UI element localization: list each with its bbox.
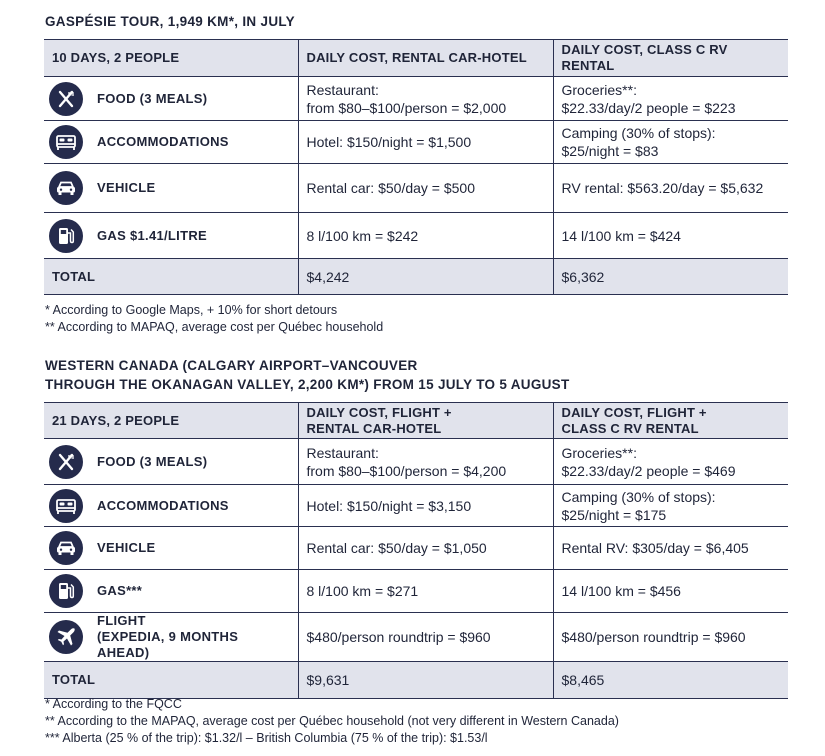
gaspesie-cost-table xyxy=(44,39,788,295)
bed-icon xyxy=(49,125,83,159)
header-line: DAILY COST, FLIGHT + xyxy=(306,404,452,420)
title-line: THROUGH THE OKANAGAN VALLEY, 2,200 KM*) FROM 15 JULY TO 5 AUGUST xyxy=(45,377,570,392)
row-label: GAS $1.41/LITRE xyxy=(97,227,207,243)
row-label: VEHICLE xyxy=(97,180,156,195)
table-row-vehicle xyxy=(44,527,788,570)
table-header-row xyxy=(44,40,788,77)
row-label: ACCOMMODATIONS xyxy=(97,134,229,149)
header-trip: 21 DAYS, 2 PEOPLE xyxy=(44,403,298,439)
car-icon xyxy=(49,531,83,565)
header-car-hotel xyxy=(298,403,553,439)
total-car-hotel: $4,242 xyxy=(298,259,553,295)
cell-line: Rental car: $50/day = $500 xyxy=(306,180,476,196)
cell-line: $480/person roundtrip = $960 xyxy=(561,629,746,645)
cell-line: Camping (30% of stops): xyxy=(561,488,716,505)
header-car-hotel: DAILY COST, RENTAL CAR-HOTEL xyxy=(298,40,553,77)
table-row-gas xyxy=(44,213,788,259)
cell-line: $22.33/day/2 people = $469 xyxy=(561,462,736,479)
gaspesie-footnotes xyxy=(45,302,383,336)
total-rv: $8,465 xyxy=(553,662,788,699)
cell-line: $25/night = $175 xyxy=(561,506,667,523)
cell-line: from $80–$100/person = $2,000 xyxy=(306,99,507,116)
bed-icon xyxy=(49,489,83,523)
header-trip: 10 DAYS, 2 PEOPLE xyxy=(44,40,298,77)
row-label: FOOD (3 MEALS) xyxy=(97,453,208,469)
cell-line: Camping (30% of stops): xyxy=(561,125,716,141)
gas-pump-icon xyxy=(49,574,83,608)
gas-pump-icon xyxy=(49,219,83,253)
row-label: GAS*** xyxy=(97,583,143,598)
fork-knife-icon xyxy=(49,445,83,479)
footnote: *** Alberta (25 % of the trip): $1.32/l – British Columbia (75 % of the trip): $1.53/l xyxy=(45,731,488,745)
footnote: * According to the FQCC xyxy=(45,697,182,711)
western-title xyxy=(45,356,570,394)
header-rv xyxy=(553,403,788,439)
cell-line: 14 l/100 km = $424 xyxy=(561,227,681,244)
cell-line: RV rental: $563.20/day = $5,632 xyxy=(561,180,764,196)
table-row-food xyxy=(44,439,788,485)
cell-line: Hotel: $150/night = $3,150 xyxy=(306,497,472,514)
total-car-hotel: $9,631 xyxy=(298,662,553,699)
cell-line: Restaurant: xyxy=(306,444,379,461)
cell-line: Groceries**: xyxy=(561,81,637,98)
header-line: CLASS C RV RENTAL xyxy=(561,420,699,436)
cell-line: Restaurant: xyxy=(306,81,379,98)
cell-line: $22.33/day/2 people = $223 xyxy=(561,99,736,116)
table-row-flight xyxy=(44,613,788,662)
header-line: RENTAL CAR-HOTEL xyxy=(306,420,442,436)
table-row-vehicle xyxy=(44,164,788,213)
cell-line: from $80–$100/person = $4,200 xyxy=(306,462,507,479)
gaspesie-title: GASPÉSIE TOUR, 1,949 KM*, IN JULY xyxy=(45,14,295,29)
row-label: FOOD (3 MEALS) xyxy=(97,90,208,106)
cell-line: Groceries**: xyxy=(561,444,637,461)
title-line: WESTERN CANADA (CALGARY AIRPORT–VANCOUVER xyxy=(45,358,418,373)
footnote: * According to Google Maps, + 10% for short detours xyxy=(45,303,338,317)
western-footnotes xyxy=(45,696,619,747)
row-label: ACCOMMODATIONS xyxy=(97,497,229,513)
footnote: ** According to the MAPAQ, average cost per Québec household (not very different in Western Canada) xyxy=(45,714,619,728)
label-line: (EXPEDIA, 9 MONTHS AHEAD) xyxy=(97,629,239,660)
table-row-accommodations xyxy=(44,121,788,164)
airplane-icon xyxy=(49,620,83,654)
cell-line: $25/night = $83 xyxy=(561,143,659,159)
cell-line: 14 l/100 km = $456 xyxy=(561,583,681,599)
cell-line: Rental RV: $305/day = $6,405 xyxy=(561,540,749,556)
total-label: TOTAL xyxy=(44,662,298,699)
footnote: ** According to MAPAQ, average cost per Québec household xyxy=(45,320,384,334)
cell-line: Rental car: $50/day = $1,050 xyxy=(306,540,487,556)
header-rv: DAILY COST, CLASS C RV RENTAL xyxy=(553,40,788,77)
label-line: FLIGHT xyxy=(97,613,146,628)
total-label: TOTAL xyxy=(44,259,298,295)
table-header-row xyxy=(44,403,788,439)
cell-line: 8 l/100 km = $271 xyxy=(306,583,419,599)
table-row-gas xyxy=(44,570,788,613)
table-row-total xyxy=(44,259,788,295)
western-cost-table xyxy=(44,402,788,699)
table-row-food xyxy=(44,77,788,121)
row-label: VEHICLE xyxy=(97,540,156,555)
cell-line: 8 l/100 km = $242 xyxy=(306,227,419,244)
cell-line: Hotel: $150/night = $1,500 xyxy=(306,134,472,150)
cell-line: $480/person roundtrip = $960 xyxy=(306,629,491,645)
car-icon xyxy=(49,171,83,205)
table-row-total xyxy=(44,662,788,699)
row-label xyxy=(97,613,290,661)
fork-knife-icon xyxy=(49,82,83,116)
total-rv: $6,362 xyxy=(553,259,788,295)
header-line: DAILY COST, FLIGHT + xyxy=(561,404,707,420)
table-row-accommodations xyxy=(44,485,788,527)
